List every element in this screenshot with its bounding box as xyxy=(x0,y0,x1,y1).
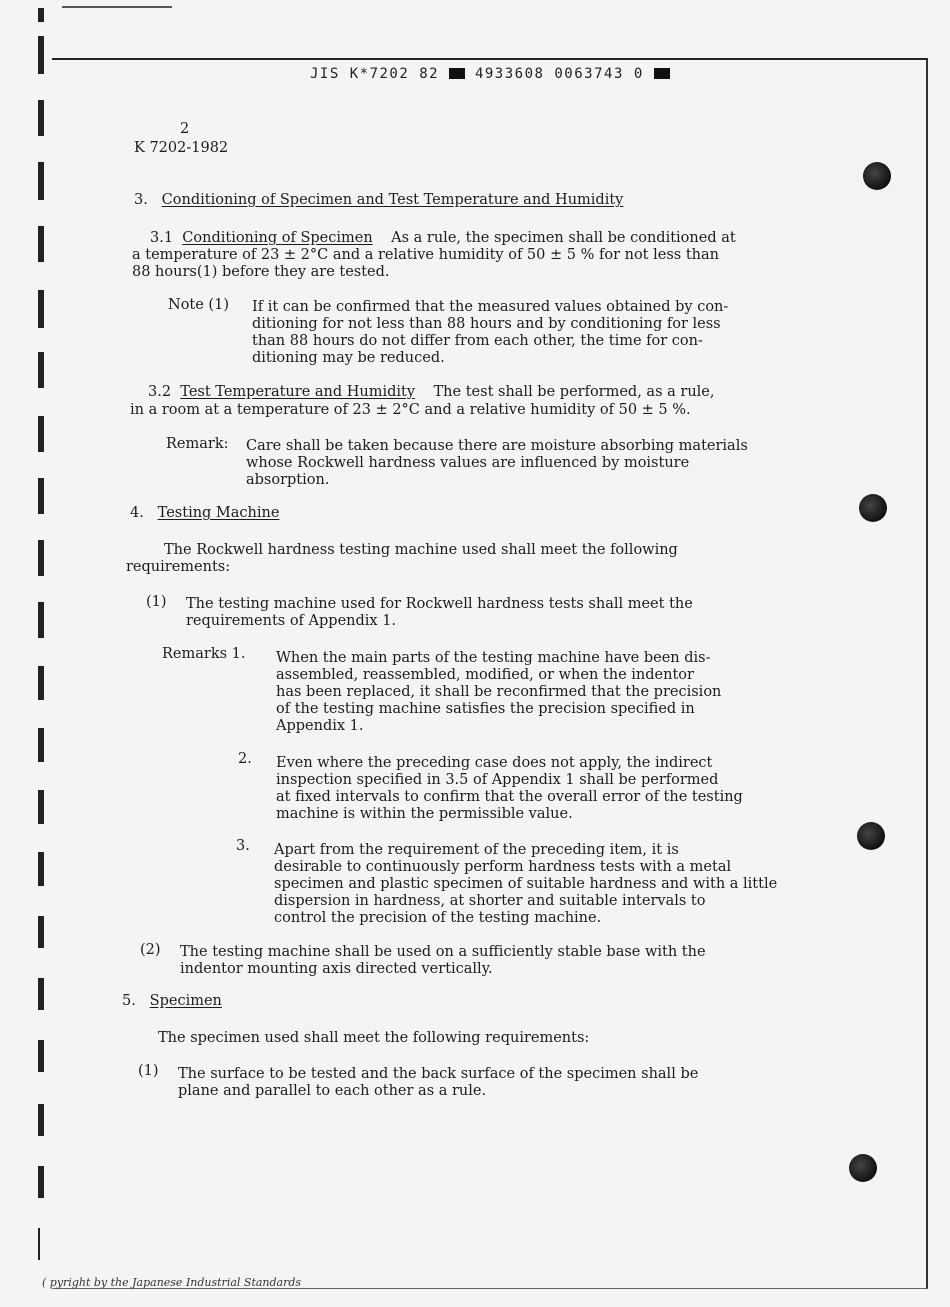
item-line: The surface to be tested and the back surface of the specimen shall be xyxy=(178,1066,699,1082)
section-3-2-line1: 3.2 Test Temperature and Humidity The test shall be performed, as a rule, xyxy=(148,384,715,400)
note-line: ditioning for not less than 88 hours and by conditioning for less xyxy=(252,316,721,332)
remark-2-number: 2. xyxy=(238,751,252,767)
item-line: requirements of Appendix 1. xyxy=(186,613,397,629)
section-4-heading: 4. Testing Machine xyxy=(130,505,280,521)
barcode-block xyxy=(449,68,465,79)
binder-mark xyxy=(38,978,44,1010)
binder-mark xyxy=(38,226,44,262)
binder-mark xyxy=(38,916,44,948)
binder-mark xyxy=(38,416,44,452)
binder-mark xyxy=(38,36,44,74)
remark-1-line: has been replaced, it shall be reconfirmed that the precision xyxy=(276,684,722,700)
section-5-heading: 5. Specimen xyxy=(122,993,222,1009)
remark-2-line: Even where the preceding case does not apply, the indirect xyxy=(276,755,713,771)
remark-1-line: Appendix 1. xyxy=(276,718,364,734)
item-line: The testing machine used for Rockwell hardness tests shall meet the xyxy=(186,596,693,612)
remark-2-line: at fixed intervals to confirm that the overall error of the testing xyxy=(276,789,743,805)
document-code-header xyxy=(310,66,670,82)
header-code-left: JIS K*7202 82 xyxy=(310,66,440,82)
item-line: indentor mounting axis directed vertically. xyxy=(180,961,493,977)
section-4-intro: requirements: xyxy=(126,559,231,575)
binder-mark xyxy=(38,100,44,136)
binder-mark xyxy=(38,540,44,576)
binder-mark xyxy=(38,290,44,328)
binder-mark xyxy=(38,478,44,514)
section-3-1-line1: 3.1 Conditioning of Specimen As a rule, the specimen shall be conditioned at xyxy=(150,230,736,246)
binder-mark xyxy=(38,602,44,638)
remark-1-line: of the testing machine satisfies the precision specified in xyxy=(276,701,695,717)
section-3-1-line3: 88 hours(1) before they are tested. xyxy=(132,264,390,280)
barcode-block xyxy=(654,68,670,79)
note-line: ditioning may be reduced. xyxy=(252,350,445,366)
remark-3-line: control the precision of the testing machine. xyxy=(274,910,602,926)
remark-line: Care shall be taken because there are moisture absorbing materials xyxy=(246,438,748,454)
binder-mark xyxy=(38,1104,44,1136)
remark-3-number: 3. xyxy=(236,838,250,854)
remark-label: Remark: xyxy=(166,436,229,452)
section-4-intro: The Rockwell hardness testing machine used shall meet the following xyxy=(164,542,678,558)
binder-mark xyxy=(38,728,44,762)
header-code-right: 4933608 0063743 0 xyxy=(474,66,644,82)
item-line: The testing machine shall be used on a sufficiently stable base with the xyxy=(180,944,706,960)
binder-mark xyxy=(38,8,44,22)
binder-mark xyxy=(38,352,44,388)
remark-3-line: dispersion in hardness, at shorter and suitable intervals to xyxy=(274,893,706,909)
remark-line: whose Rockwell hardness values are influenced by moisture xyxy=(246,455,690,471)
item-number: (2) xyxy=(140,942,161,958)
section-3-2-line2: in a room at a temperature of 23 ± 2°C and a relative humidity of 50 ± 5 %. xyxy=(130,402,691,418)
standard-id: K 7202-1982 xyxy=(134,140,229,156)
remark-1-line: When the main parts of the testing machine have been dis- xyxy=(276,650,711,666)
section-3-1-line2: a temperature of 23 ± 2°C and a relative humidity of 50 ± 5 % for not less than xyxy=(132,247,719,263)
item-line: plane and parallel to each other as a rule. xyxy=(178,1083,487,1099)
remark-1-line: assembled, reassembled, modified, or when the indentor xyxy=(276,667,694,683)
remark-2-line: inspection specified in 3.5 of Appendix 1 shall be performed xyxy=(276,772,719,788)
punch-hole xyxy=(857,822,885,850)
binder-mark xyxy=(38,1040,44,1072)
punch-hole xyxy=(859,494,887,522)
item-number: (1) xyxy=(138,1063,159,1079)
copyright-footer: ( pyright by the Japanese Industrial Standards xyxy=(42,1276,302,1289)
section-3-heading: 3. Conditioning of Specimen and Test Temperature and Humidity xyxy=(134,192,624,208)
note-label: Note (1) xyxy=(168,297,229,313)
remark-3-line: desirable to continuously perform hardness tests with a metal xyxy=(274,859,732,875)
binder-mark xyxy=(38,852,44,886)
page-number: 2 xyxy=(180,121,190,137)
note-line: If it can be confirmed that the measured values obtained by con- xyxy=(252,299,729,315)
section-5-intro: The specimen used shall meet the following requirements: xyxy=(158,1030,590,1046)
binder-mark xyxy=(38,162,44,200)
item-number: (1) xyxy=(146,594,167,610)
binder-mark xyxy=(38,1228,40,1260)
remark-3-line: Apart from the requirement of the preceding item, it is xyxy=(274,842,679,858)
binder-mark xyxy=(38,1166,44,1198)
remarks-label: Remarks 1. xyxy=(162,646,246,662)
remark-line: absorption. xyxy=(246,472,330,488)
scan-streak xyxy=(62,6,172,8)
remark-2-line: machine is within the permissible value. xyxy=(276,806,573,822)
binder-mark xyxy=(38,666,44,700)
punch-hole xyxy=(863,162,891,190)
note-line: than 88 hours do not differ from each other, the time for con- xyxy=(252,333,703,349)
binder-mark xyxy=(38,790,44,824)
remark-3-line: specimen and plastic specimen of suitable hardness and with a little xyxy=(274,876,778,892)
punch-hole xyxy=(849,1154,877,1182)
